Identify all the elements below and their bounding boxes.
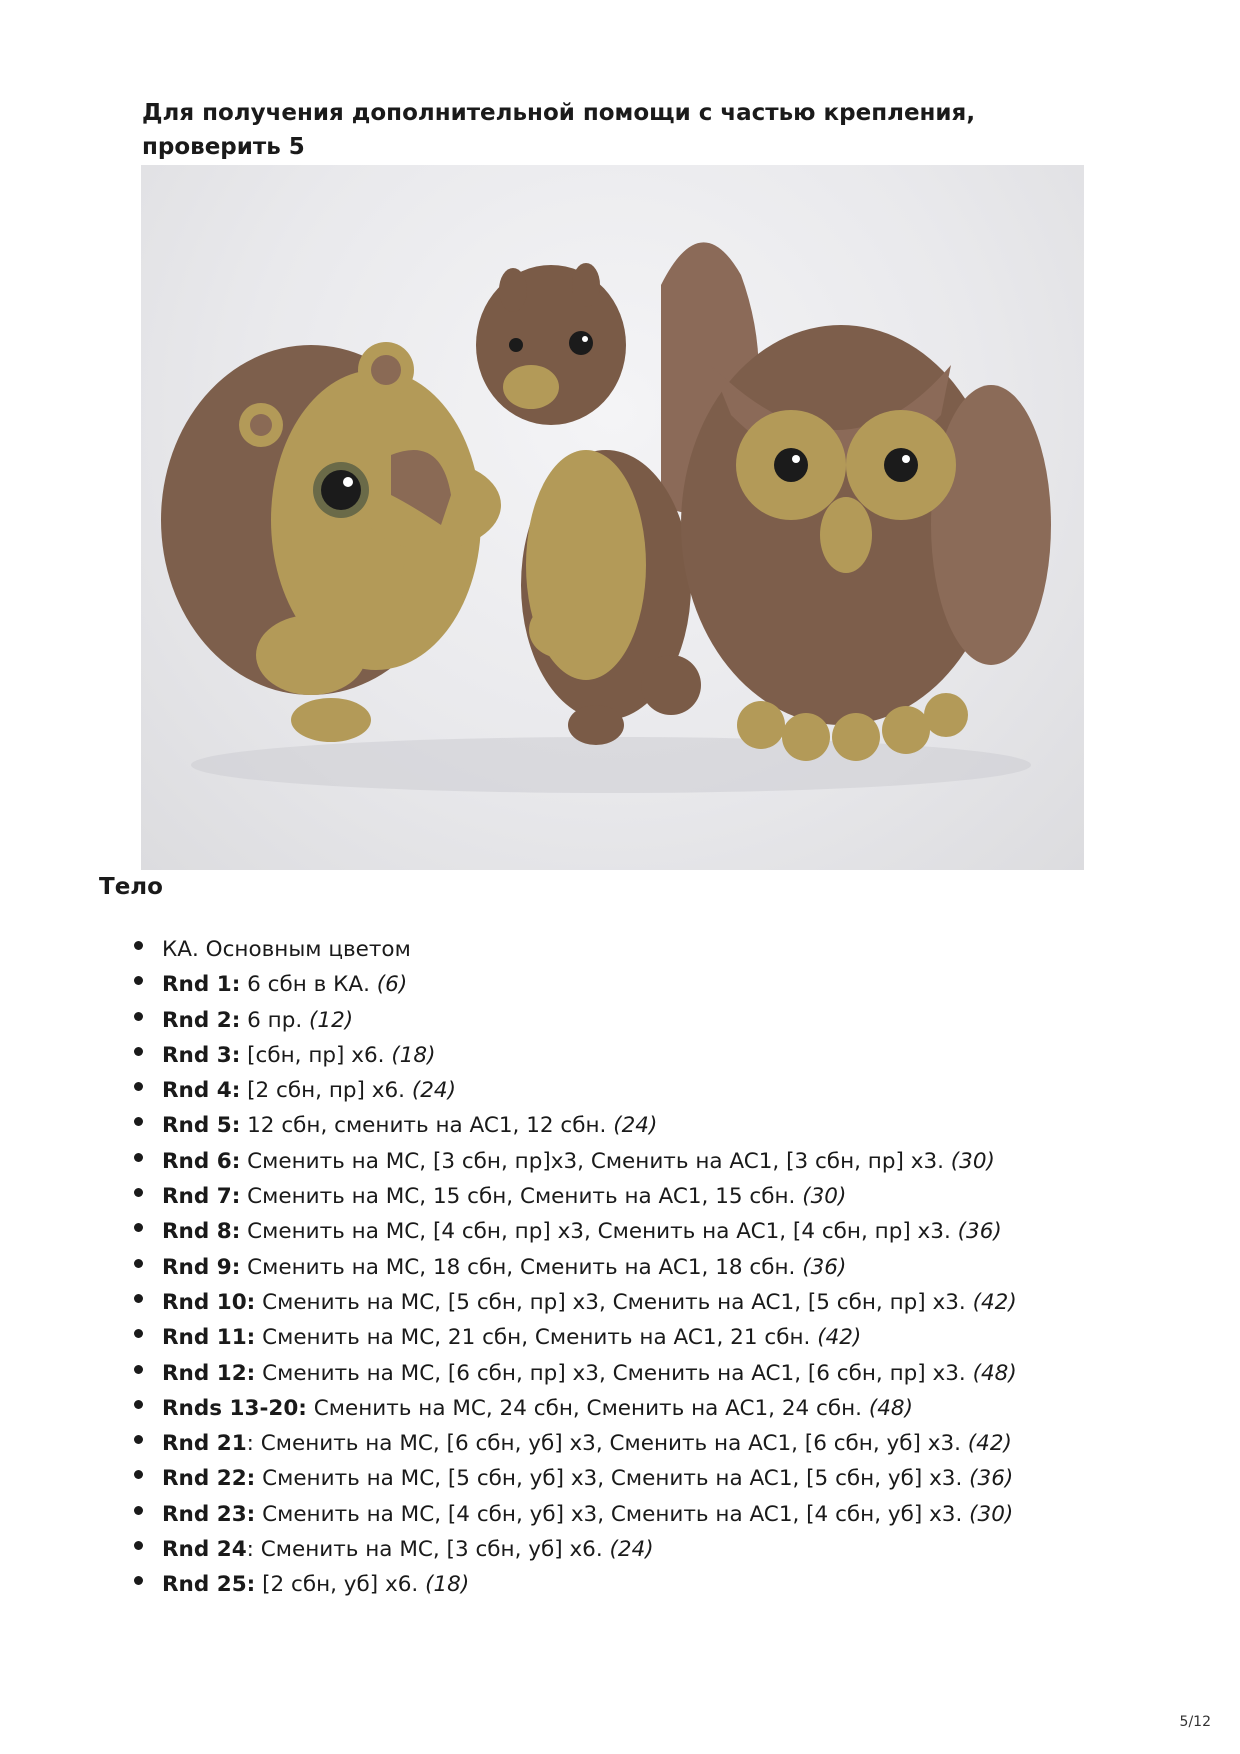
step-label: Rnd 10:	[162, 1289, 256, 1315]
step-text: : Сменить на МС, [6 сбн, уб] x3, Сменить на AC1, [6 сбн, уб] x3.	[246, 1431, 968, 1457]
step-text: Сменить на МС, [4 сбн, уб] x3, Сменить на AC1, [4 сбн, уб] x3.	[255, 1501, 970, 1527]
step-count: (36)	[802, 1254, 847, 1280]
step-label: Rnd 24	[162, 1537, 247, 1563]
step-label: Rnd 5:	[162, 1113, 241, 1139]
step-label: Rnd 4:	[162, 1078, 241, 1104]
step-item	[134, 1073, 1017, 1108]
step-label: Rnd 11:	[162, 1325, 256, 1351]
page-number: 5/12	[1179, 1714, 1211, 1730]
step-label: Rnd 8:	[162, 1219, 241, 1245]
step-label: Rnd 2:	[162, 1007, 241, 1033]
step-label: Rnd 22:	[162, 1466, 256, 1492]
step-label: Rnds 13-20:	[162, 1395, 307, 1421]
step-item	[134, 1003, 1017, 1038]
amigurumi-illustration	[141, 165, 1084, 870]
step-item	[134, 1250, 1017, 1285]
step-label: Rnd 25:	[162, 1572, 256, 1598]
step-text: 6 пр.	[240, 1007, 310, 1033]
step-item	[134, 967, 1017, 1002]
intro-line-1: Для получения дополнительной помощи с частью крепления, проверить 5	[142, 100, 976, 160]
step-count: (12)	[309, 1007, 354, 1033]
step-text: Сменить на МС, [3 сбн, пр]x3, Сменить на AC1, [3 сбн, пр] x3.	[240, 1148, 951, 1174]
step-item	[134, 1179, 1017, 1214]
step-item	[134, 1356, 1017, 1391]
step-item	[134, 932, 1017, 967]
step-count: (42)	[972, 1289, 1017, 1315]
step-count: (42)	[817, 1325, 862, 1351]
step-label: Rnd 23:	[162, 1501, 256, 1527]
step-text: : Сменить на МС, [3 сбн, уб] x6.	[246, 1537, 610, 1563]
step-item	[134, 1320, 1017, 1355]
step-label: Rnd 7:	[162, 1184, 241, 1210]
step-count: (42)	[967, 1431, 1012, 1457]
step-text: Сменить на МС, [5 сбн, уб] x3, Сменить на AC1, [5 сбн, уб] x3.	[255, 1466, 970, 1492]
step-count: (48)	[972, 1360, 1017, 1386]
step-count: (36)	[957, 1219, 1002, 1245]
step-text: Сменить на МС, [5 сбн, пр] x3, Сменить на AC1, [5 сбн, пр] x3.	[255, 1289, 973, 1315]
step-text: [2 сбн, уб] x6.	[255, 1572, 426, 1598]
step-count: (30)	[950, 1148, 995, 1174]
step-text: [сбн, пр] x6.	[240, 1042, 392, 1068]
step-text: 12 сбн, сменить на AC1, 12 сбн.	[240, 1113, 614, 1139]
step-label: Rnd 6:	[162, 1148, 241, 1174]
step-text: КА. Основным цветом	[162, 937, 411, 962]
owl-figure	[681, 325, 1051, 761]
section-title: Тело	[99, 874, 163, 900]
step-count: (36)	[969, 1466, 1014, 1492]
step-text: 6 сбн в КА.	[240, 972, 377, 998]
step-text: [2 сбн, пр] x6.	[240, 1078, 412, 1104]
step-item	[134, 1391, 1017, 1426]
step-item	[134, 1567, 1017, 1602]
step-text: Сменить на МС, 18 сбн, Сменить на AC1, 18 сбн.	[240, 1254, 803, 1280]
step-label: Rnd 1:	[162, 972, 241, 998]
step-item	[134, 1214, 1017, 1249]
step-text: Сменить на МС, [6 сбн, пр] x3, Сменить на AC1, [6 сбн, пр] x3.	[255, 1360, 973, 1386]
step-count: (18)	[391, 1042, 436, 1068]
step-item	[134, 1285, 1017, 1320]
step-count: (18)	[425, 1572, 470, 1598]
step-item	[134, 1038, 1017, 1073]
steps-list	[134, 932, 1017, 1603]
step-item	[134, 1532, 1017, 1567]
step-count: (48)	[868, 1395, 913, 1421]
step-label: Rnd 3:	[162, 1042, 241, 1068]
step-text: Сменить на МС, 21 сбн, Сменить на AC1, 21 сбн.	[255, 1325, 818, 1351]
step-label: Rnd 21	[162, 1431, 247, 1457]
step-text: Сменить на МС, 15 сбн, Сменить на AC1, 15 сбн.	[240, 1184, 803, 1210]
step-count: (30)	[969, 1501, 1014, 1527]
step-label: Rnd 9:	[162, 1254, 241, 1280]
step-text: Сменить на МС, [4 сбн, пр] x3, Сменить на AC1, [4 сбн, пр] x3.	[240, 1219, 958, 1245]
step-item	[134, 1144, 1017, 1179]
amigurumi-photo	[141, 165, 1084, 870]
step-item	[134, 1426, 1017, 1461]
step-count: (6)	[376, 972, 408, 998]
step-label: Rnd 12:	[162, 1360, 256, 1386]
step-item	[134, 1108, 1017, 1143]
step-count: (24)	[609, 1537, 654, 1563]
step-item	[134, 1497, 1017, 1532]
step-count: (30)	[802, 1184, 847, 1210]
step-count: (24)	[411, 1078, 456, 1104]
step-item	[134, 1461, 1017, 1496]
hedgehog-figure	[161, 342, 501, 742]
step-count: (24)	[613, 1113, 658, 1139]
step-text: Сменить на МС, 24 сбн, Сменить на AC1, 24 сбн.	[306, 1395, 869, 1421]
